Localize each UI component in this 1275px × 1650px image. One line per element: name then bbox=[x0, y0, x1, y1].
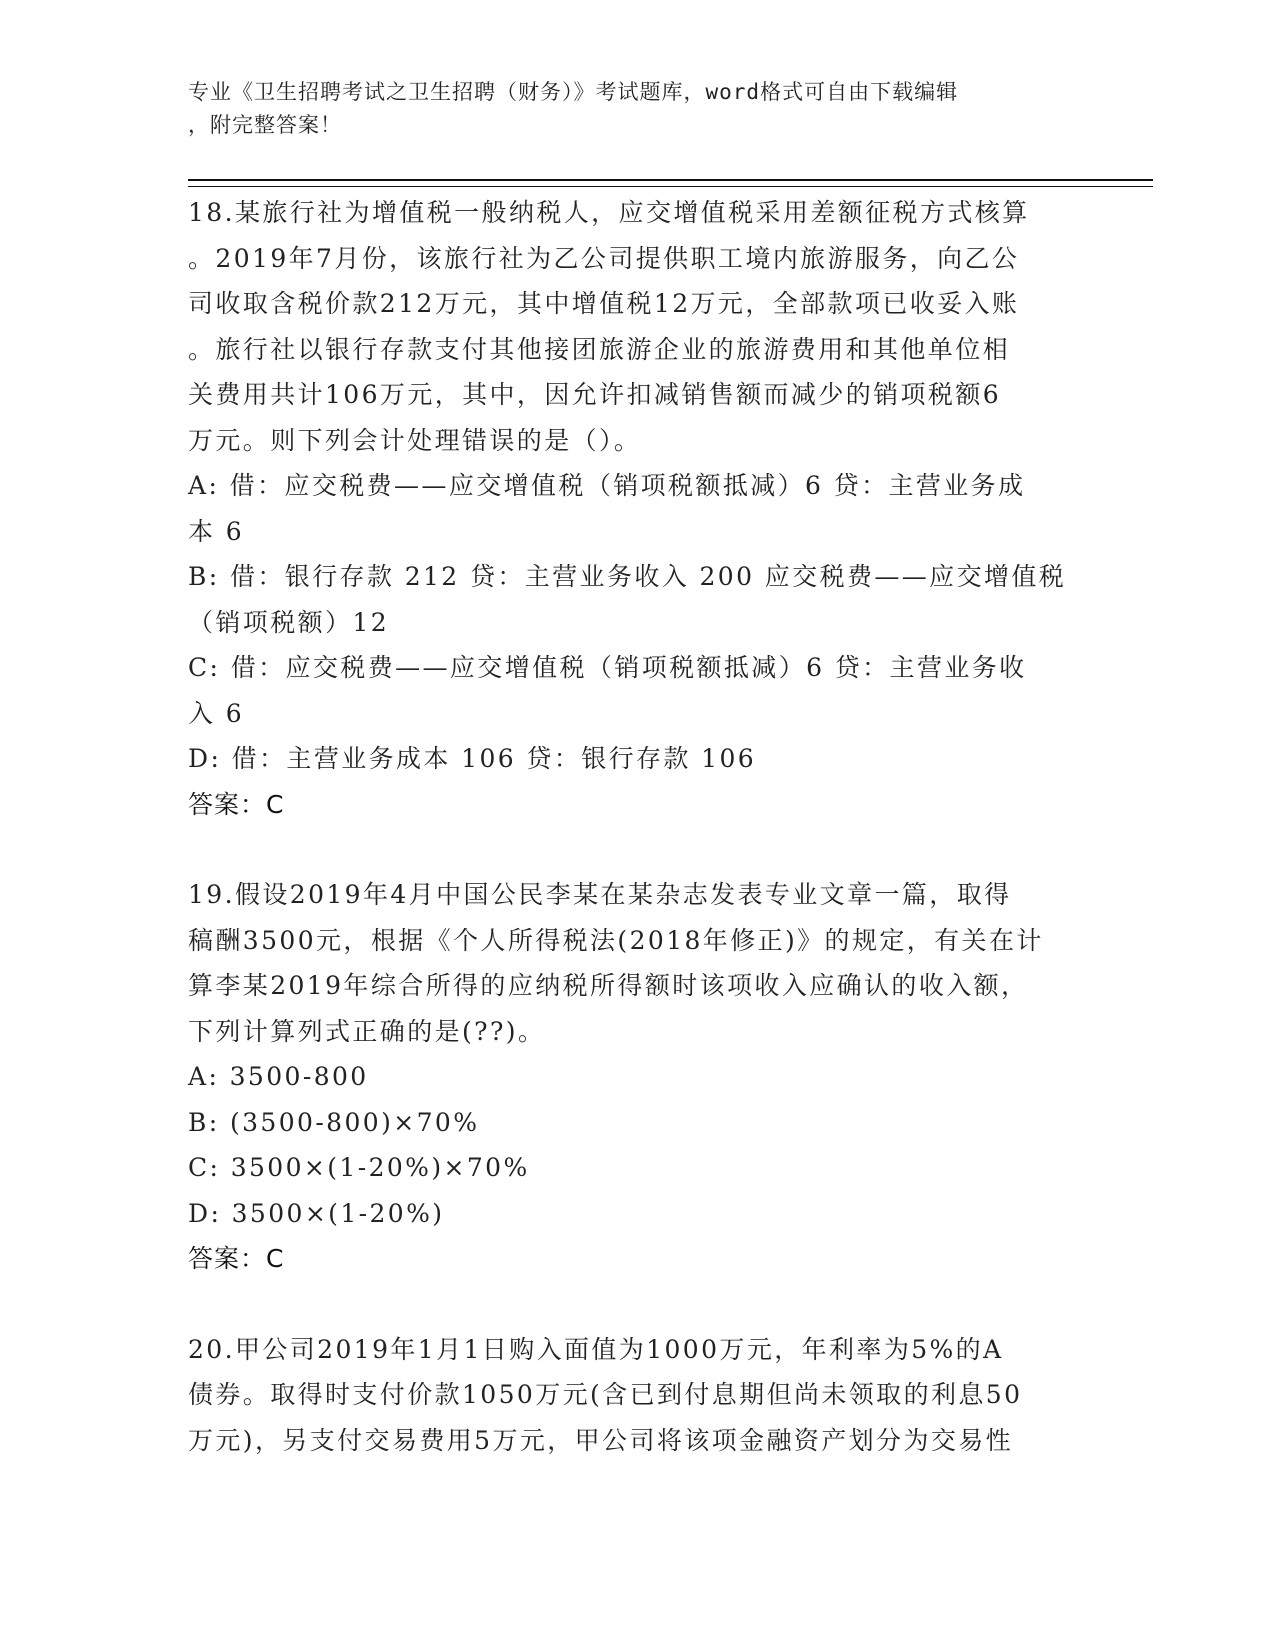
header-line-2: ，附完整答案！ bbox=[188, 113, 342, 137]
answer-option-line: 入 6 bbox=[188, 698, 245, 728]
question-text-line: 债券。取得时支付价款1050万元(含已到付息期但尚未领取的利息50 bbox=[188, 1380, 1023, 1409]
question-spacer bbox=[188, 1282, 1088, 1327]
answer-key: 答案：C bbox=[188, 1244, 285, 1273]
question-text-line: 万元)，另支付交易费用5万元，甲公司将该项金融资产划分为交易性 bbox=[188, 1425, 1014, 1455]
answer-option-line: D: 借：主营业务成本 106 贷：银行存款 106 bbox=[188, 744, 757, 773]
question-text-line: 关费用共计106万元，其中，因允许扣减销售额而减少的销项税额6 bbox=[188, 380, 1002, 409]
question-text-line: 万元。则下列会计处理错误的是（）。 bbox=[188, 425, 642, 455]
question-spacer bbox=[188, 827, 1088, 872]
answer-option-line: B: 借：银行存款 212 贷：主营业务收入 200 应交税费——应交增值税 bbox=[188, 562, 1067, 591]
answer-option-line: A: 借：应交税费——应交增值税（销项税额抵减）6 贷：主营业务成 bbox=[188, 471, 1026, 500]
page-header bbox=[188, 76, 1068, 142]
question-block bbox=[188, 1327, 1088, 1464]
answer-option-line: C: 3500×(1-20%)×70% bbox=[188, 1153, 530, 1182]
answer-option-line: B: (3500-800)×70% bbox=[188, 1107, 480, 1137]
question-text-line: 下列计算列式正确的是(??)。 bbox=[188, 1016, 546, 1046]
answer-option-line: A: 3500-800 bbox=[188, 1062, 369, 1091]
answer-option-line: D: 3500×(1-20%) bbox=[188, 1198, 445, 1228]
answer-key: 答案：C bbox=[188, 789, 285, 819]
header-line-1: 专业《卫生招聘考试之卫生招聘（财务）》考试题库，word格式可自由下载编辑 bbox=[188, 80, 959, 104]
question-text-line: 算李某2019年综合所得的应纳税所得额时该项收入应确认的收入额， bbox=[188, 971, 1029, 1000]
header-divider bbox=[188, 179, 1153, 187]
question-text-line: 19.假设2019年4月中国公民李某在某杂志发表专业文章一篇，取得 bbox=[188, 880, 1012, 909]
question-text-line: 稿酬3500元，根据《个人所得税法(2018年修正)》的规定，有关在计 bbox=[188, 925, 1044, 955]
question-text-line: 18.某旅行社为增值税一般纳税人，应交增值税采用差额征税方式核算 bbox=[188, 198, 1030, 227]
question-block bbox=[188, 872, 1088, 1327]
answer-option-line: （销项税额）12 bbox=[188, 607, 390, 637]
question-text-line: 。2019年7月份，该旅行社为乙公司提供职工境内旅游服务，向乙公 bbox=[188, 243, 1020, 273]
question-list bbox=[188, 190, 1088, 1463]
answer-option-line: C: 借：应交税费——应交增值税（销项税额抵减）6 贷：主营业务收 bbox=[188, 653, 1027, 682]
question-text-line: 司收取含税价款212万元，其中增值税12万元，全部款项已收妥入账 bbox=[188, 289, 1020, 318]
answer-option-line: 本 6 bbox=[188, 516, 245, 546]
question-text-line: 。旅行社以银行存款支付其他接团旅游企业的旅游费用和其他单位相 bbox=[188, 334, 1011, 364]
question-block bbox=[188, 190, 1088, 872]
question-text-line: 20.甲公司2019年1月1日购入面值为1000万元，年利率为5%的A bbox=[188, 1334, 1004, 1364]
